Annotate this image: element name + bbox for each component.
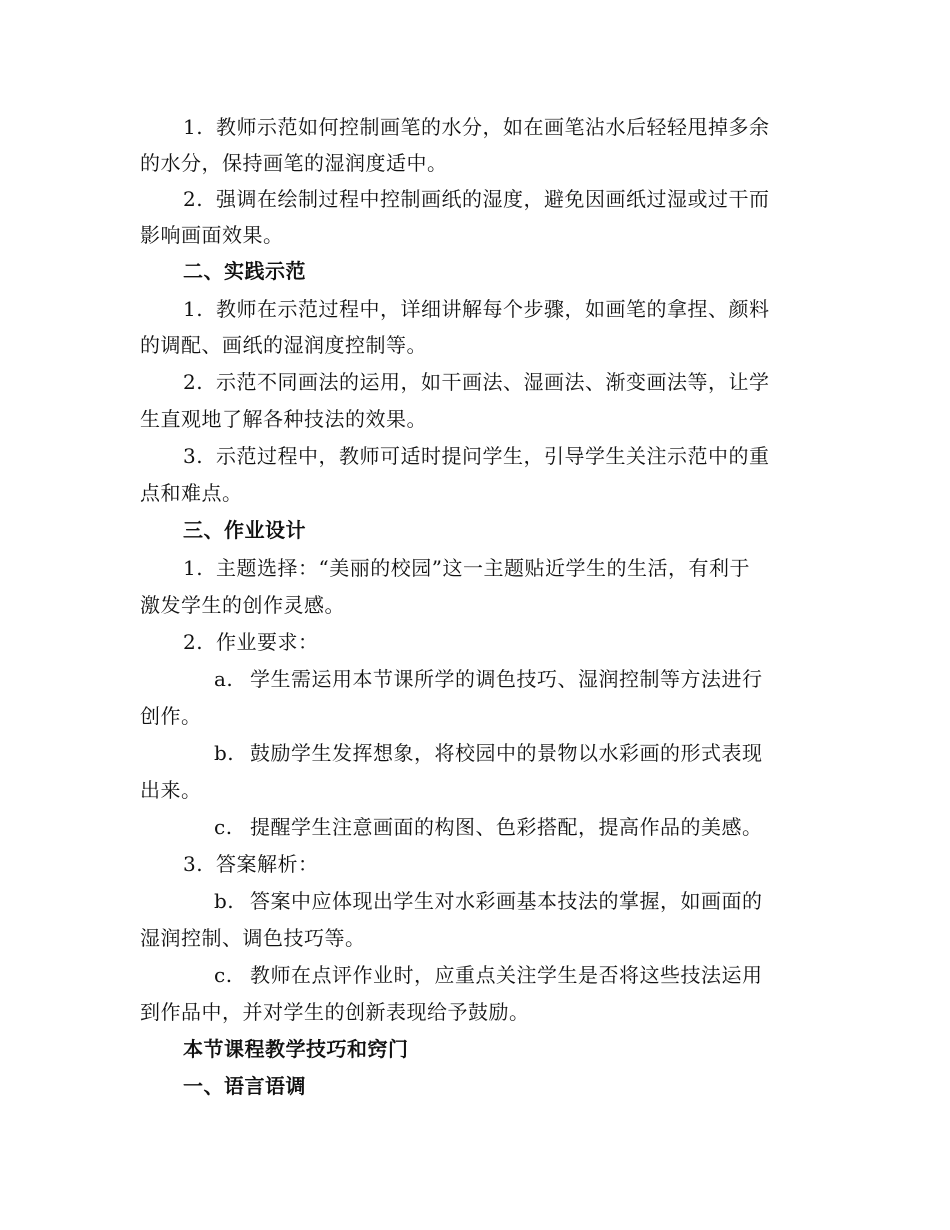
sub-item-text: 答案中应体现出学生对水彩画基本技法的掌握，如画面的 [250,889,763,913]
item-continuation: 点和难点。 [140,481,243,505]
item-continuation: 的调配、画纸的湿润度控制等。 [140,333,427,357]
sub-item-line [214,962,894,988]
item-number: 2. [183,630,204,654]
item-text: 答案解析： [216,852,319,876]
list-item-line [183,851,863,877]
sub-item-text: 学生需运用本节课所学的调色技巧、湿润控制等方法进行 [250,667,763,691]
item-number: 1. [183,115,204,139]
sub-item-line [214,740,894,766]
list-item-line [183,443,863,469]
item-text: 示范不同画法的运用，如干画法、湿画法、渐变画法等，让学 [216,370,770,394]
sub-item-text: 提醒学生注意画面的构图、色彩搭配，提高作品的美感。 [250,815,763,839]
list-item-line [183,114,863,140]
sub-item-letter: c. [214,963,233,987]
item-continuation: 湿润控制、调色技巧等。 [140,926,366,950]
section-heading: 三、作业设计 [183,518,306,542]
list-item-line [183,629,863,655]
item-number: 1. [183,297,204,321]
sub-item-letter: c. [214,815,233,839]
item-text: 教师示范如何控制画笔的水分，如在画笔沾水后轻轻甩掉多余 [216,115,770,139]
item-text: 强调在绘制过程中控制画纸的湿度，避免因画纸过湿或过干而 [216,187,770,211]
sub-item-text: 鼓励学生发挥想象，将校园中的景物以水彩画的形式表现 [250,741,763,765]
item-text: 示范过程中，教师可适时提问学生，引导学生关注示范中的重 [216,444,770,468]
list-item-line [183,555,863,581]
item-continuation: 的水分，保持画笔的湿润度适中。 [140,151,448,175]
item-number: 2. [183,187,204,211]
sub-item-line [214,814,894,840]
item-number: 2. [183,370,204,394]
list-item-line [183,369,863,395]
sub-item-line [214,888,894,914]
section-heading: 本节课程教学技巧和窍门 [183,1037,409,1061]
item-text: 主题选择：“美丽的校园”这一主题贴近学生的生活，有利于 [216,556,750,580]
section-heading: 一、语言语调 [183,1074,306,1098]
sub-item-text: 教师在点评作业时，应重点关注学生是否将这些技法运用 [250,963,763,987]
item-continuation: 激发学生的创作灵感。 [140,593,345,617]
sub-item-letter: a. [214,667,234,691]
item-continuation: 到作品中，并对学生的创新表现给予鼓励。 [140,1000,530,1024]
item-continuation: 影响画面效果。 [140,223,284,247]
section-heading: 二、实践示范 [183,259,306,283]
sub-item-letter: b. [214,889,235,913]
item-text: 作业要求： [216,630,319,654]
item-number: 1. [183,556,204,580]
sub-item-letter: b. [214,741,235,765]
list-item-line [183,296,863,322]
item-number: 3. [183,444,204,468]
item-continuation: 生直观地了解各种技法的效果。 [140,407,427,431]
list-item-line [183,186,863,212]
item-text: 教师在示范过程中，详细讲解每个步骤，如画笔的拿捏、颜料 [216,297,770,321]
sub-item-line [214,666,894,692]
item-continuation: 出来。 [140,778,202,802]
item-number: 3. [183,852,204,876]
item-continuation: 创作。 [140,704,202,728]
